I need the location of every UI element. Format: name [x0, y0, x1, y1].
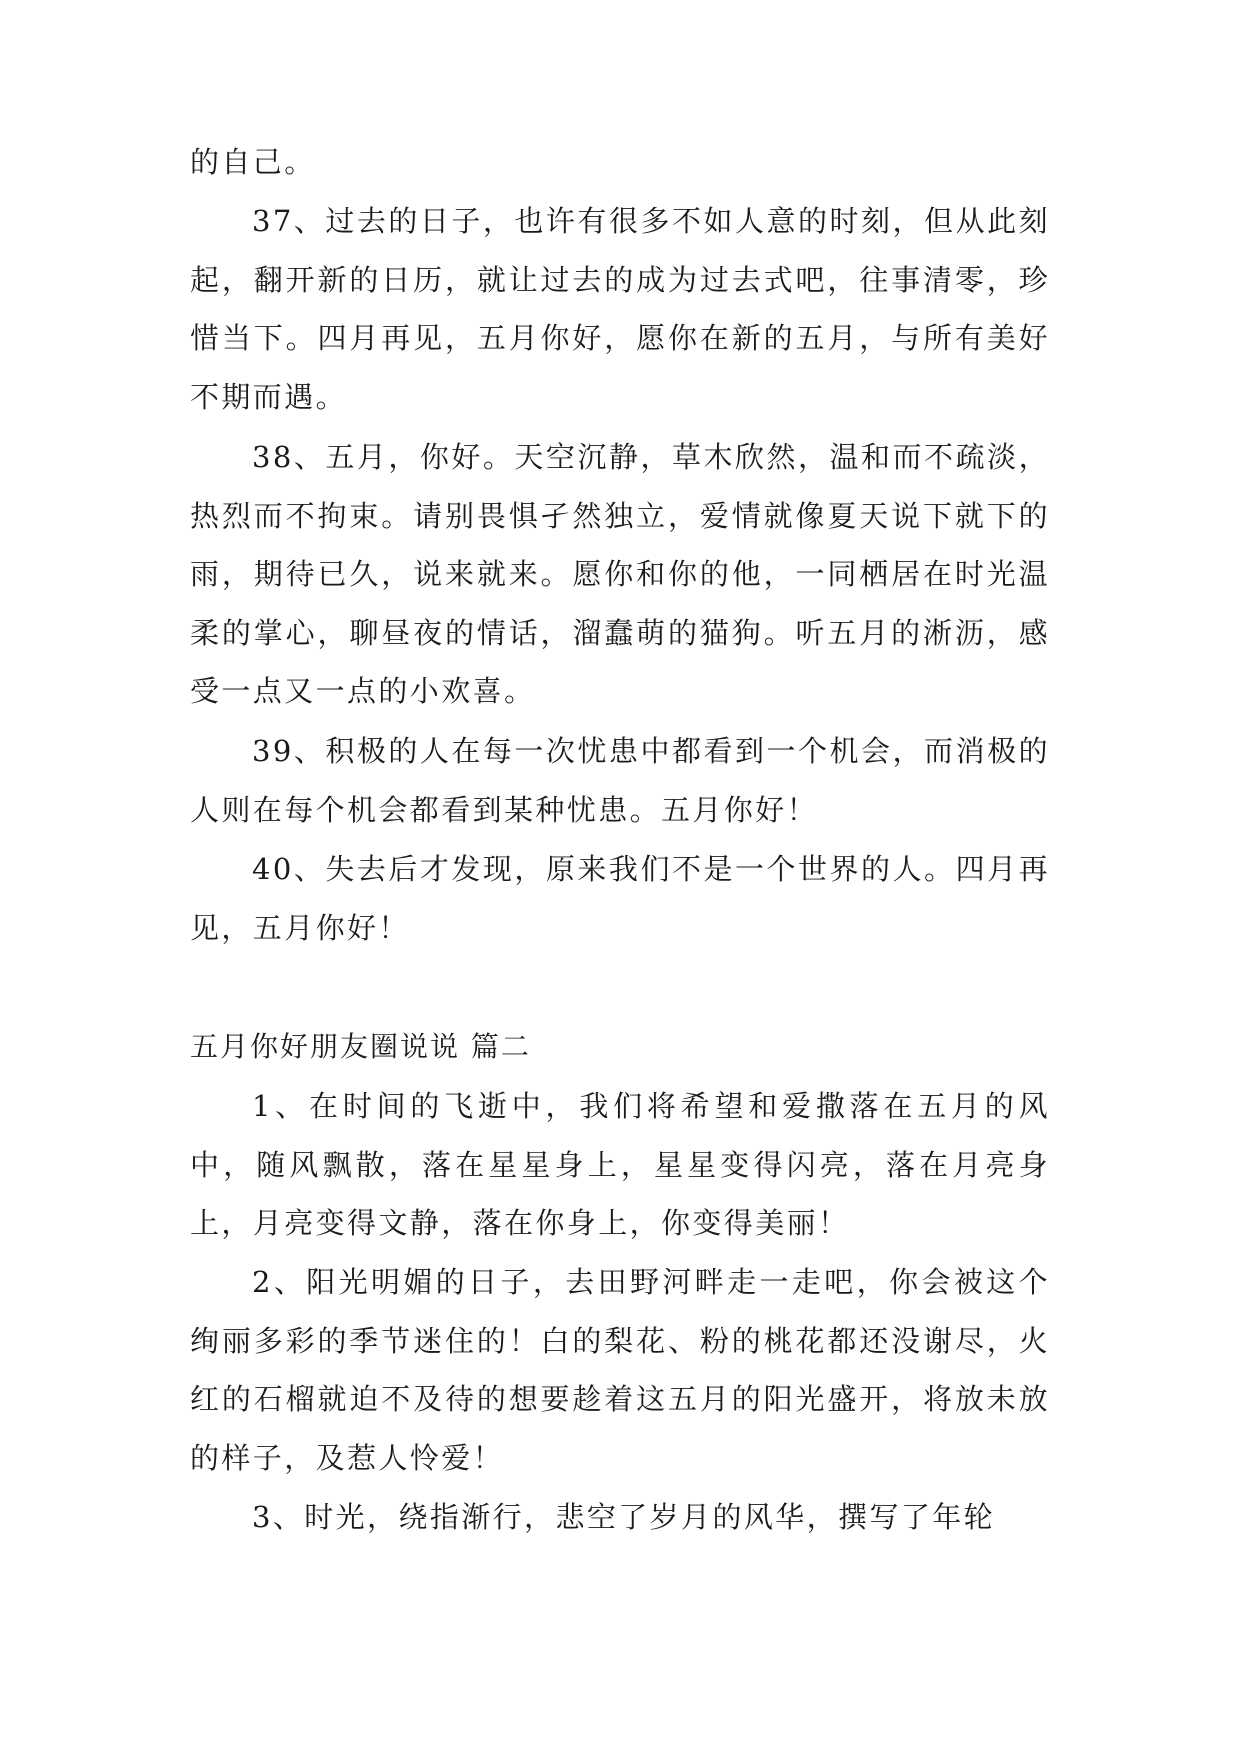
- paragraph-39: 39、积极的人在每一次忧患中都看到一个机会，而消极的人则在每个机会都看到某种忧患。五月你好！: [190, 734, 1050, 827]
- paragraph-40: 40、失去后才发现，原来我们不是一个世界的人。四月再见，五月你好！: [190, 852, 1050, 945]
- section-heading: 五月你好朋友圈说说 篇二: [190, 1030, 531, 1063]
- paragraph-38: 38、五月，你好。天空沉静，草木欣然，温和而不疏淡，热烈而不拘束。请别畏惧孑然独立，爱情就像夏天说下就下的雨，期待已久，说来就来。愿你和你的他，一同栖居在时光温柔的掌心，聊昼夜的情话，溜蠢萌的猫狗。听五月的淅沥，感受一点又一点的小欢喜。: [190, 440, 1050, 708]
- paragraph-3: 3、时光，绕指渐行，悲空了岁月的风华，撰写了年轮: [252, 1500, 996, 1534]
- continued-paragraph: 的自己。: [190, 145, 316, 179]
- paragraph-2: 2、阳光明媚的日子，去田野河畔走一走吧，你会被这个绚丽多彩的季节迷住的！白的梨花、粉的桃花都还没谢尽，火红的石榴就迫不及待的想要趁着这五月的阳光盛开，将放未放的样子，及惹人怜爱！: [190, 1265, 1050, 1475]
- paragraph-1: 1、在时间的飞逝中，我们将希望和爱撒落在五月的风中，随风飘散，落在星星身上，星星变得闪亮，落在月亮身上，月亮变得文静，落在你身上，你变得美丽！: [190, 1089, 1050, 1240]
- paragraph-37: 37、过去的日子，也许有很多不如人意的时刻，但从此刻起，翻开新的日历，就让过去的成为过去式吧，往事清零，珍惜当下。四月再见，五月你好，愿你在新的五月，与所有美好不期而遇。: [190, 204, 1050, 414]
